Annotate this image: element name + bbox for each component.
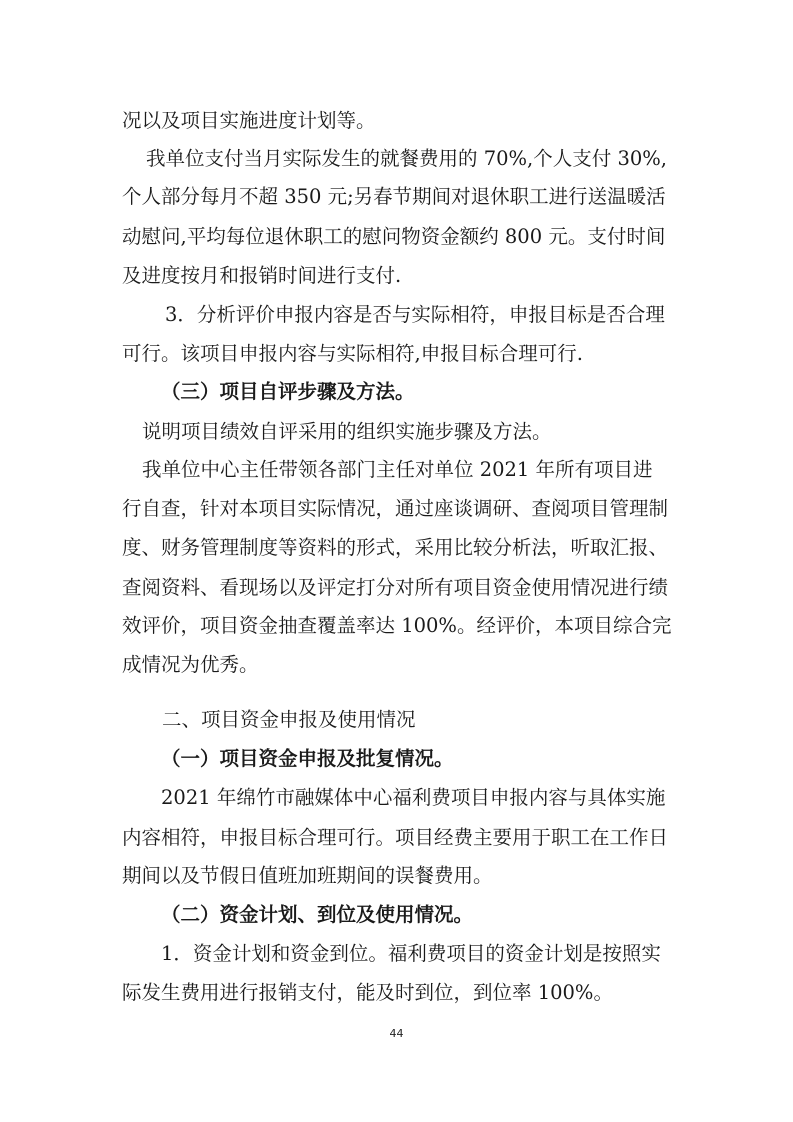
paragraph-line: 1．资金计划和资金到位。福利费项目的资金计划是按照实 bbox=[161, 942, 661, 965]
paragraph-line: 我单位支付当月实际发生的就餐费用的 70%,个人支付 30%, bbox=[146, 147, 667, 170]
paragraph-line: 说明项目绩效自评采用的组织实施步骤及方法。 bbox=[142, 420, 552, 443]
paragraph-line: 查阅资料、看现场以及评定打分对所有项目资金使用情况进行绩 bbox=[122, 576, 669, 599]
section-heading: 二、项目资金申报及使用情况 bbox=[162, 708, 416, 731]
paragraph-line: 及进度按月和报销时间进行支付. bbox=[122, 264, 402, 287]
paragraph-line: 2021 年绵竹市融媒体中心福利费项目申报内容与具体实施 bbox=[161, 786, 666, 809]
paragraph-line: 况以及项目实施进度计划等。 bbox=[122, 109, 376, 132]
paragraph-line: 效评价，项目资金抽查覆盖率达 100%。经评价，本项目综合完 bbox=[122, 614, 672, 637]
paragraph-line: 动慰问,平均每位退休职工的慰问物资金额约 800 元。支付时间 bbox=[122, 225, 666, 248]
paragraph-line: 度、财务管理制度等资料的形式，采用比较分析法，听取汇报、 bbox=[122, 536, 669, 559]
paragraph-line: 行自查，针对本项目实际情况，通过座谈调研、查阅项目管理制 bbox=[122, 497, 669, 520]
paragraph-line: 内容相符，申报目标合理可行。项目经费主要用于职工在工作日 bbox=[122, 826, 669, 849]
section-heading: （二）资金计划、到位及使用情况。 bbox=[161, 903, 474, 926]
section-heading: （三）项目自评步骤及方法。 bbox=[161, 380, 415, 403]
paragraph-line: 际发生费用进行报销支付，能及时到位，到位率 100%。 bbox=[122, 981, 613, 1004]
section-heading: （一）项目资金申报及批复情况。 bbox=[161, 747, 454, 770]
paragraph-line: 期间以及节假日值班加班期间的误餐费用。 bbox=[122, 864, 493, 887]
paragraph-line: 个人部分每月不超 350 元;另春节期间对退休职工进行送温暖活 bbox=[122, 185, 666, 208]
paragraph-line: 成情况为优秀。 bbox=[122, 653, 259, 676]
paragraph-line: 我单位中心主任带领各部门主任对单位 2021 年所有项目进 bbox=[142, 458, 653, 481]
paragraph-line: 可行。该项目申报内容与实际相符,申报目标合理可行. bbox=[122, 342, 583, 365]
page-number: 44 bbox=[389, 1027, 404, 1040]
paragraph-line: 3．分析评价申报内容是否与实际相符，申报目标是否合理 bbox=[165, 303, 665, 326]
